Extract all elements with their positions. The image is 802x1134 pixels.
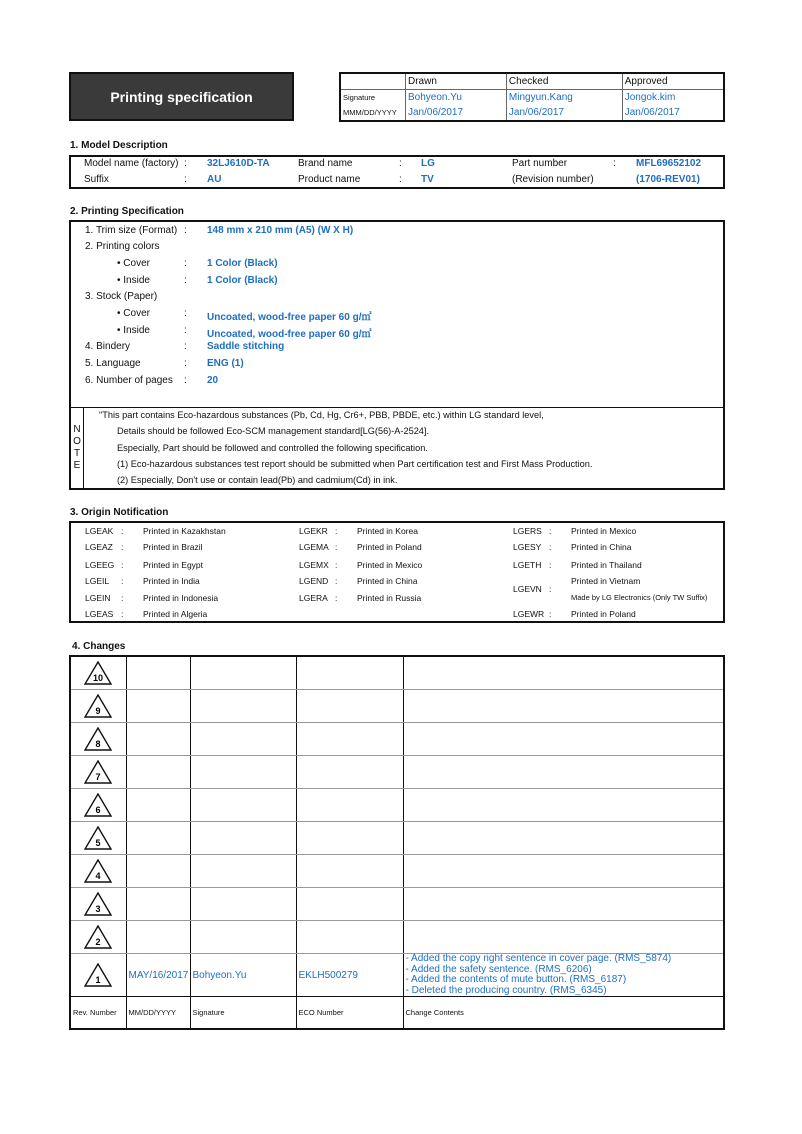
date-cell (126, 656, 190, 690)
changes-table (69, 655, 725, 1030)
checked-date: Jan/06/2017 (506, 105, 622, 121)
eco-cell (296, 656, 403, 690)
revision-triangle-icon (84, 760, 112, 784)
eco-cell (296, 723, 403, 756)
note-area (71, 407, 723, 488)
svg-text:8: 8 (95, 739, 101, 749)
eco-cell (296, 921, 403, 954)
svg-text:10: 10 (93, 673, 104, 683)
signature-cell (190, 656, 296, 690)
rev-cell (70, 822, 126, 855)
trim-size-value: 148 mm x 210 mm (A5) (W X H) (207, 225, 354, 236)
signature-cell (190, 855, 296, 888)
revision-triangle-icon (84, 793, 112, 817)
contents-cell (403, 921, 724, 954)
approval-header-checked: Checked (506, 73, 622, 90)
change-row (70, 954, 724, 997)
origin-code: LGERS (513, 526, 542, 536)
title-text: Printing specification (110, 88, 253, 105)
stock-label: 3. Stock (Paper) (85, 291, 158, 302)
origin-code: LGEAK (85, 526, 114, 536)
suffix-label: Suffix (84, 174, 109, 185)
signature-cell (190, 822, 296, 855)
revision-triangle-icon (84, 826, 112, 850)
rev-cell (70, 690, 126, 723)
revision-triangle-icon (84, 694, 112, 718)
inside-stock-label: • Inside (117, 325, 150, 336)
date-cell (126, 888, 190, 921)
origin-code: LGEND (299, 576, 329, 586)
bindery-value: Saddle stitching (207, 341, 285, 352)
signature-cell (190, 789, 296, 822)
change-item: - Added the safety sentence. (RMS_6206) (405, 963, 592, 975)
origin-text: Printed in Indonesia (143, 593, 219, 603)
approval-corner (340, 73, 406, 90)
svg-text:7: 7 (95, 772, 101, 782)
change-row (70, 690, 724, 723)
note-line: (2) Especially, Don't use or contain lead(Pb) and cadmium(Cd) in ink. (117, 475, 398, 485)
origin-text: Printed in Brazil (143, 542, 203, 552)
origin-code: LGEIN (85, 593, 111, 603)
contents-cell (403, 954, 724, 997)
signature-cell (190, 723, 296, 756)
origin-notification-box: LGEAK : Printed in Kazakhstan LGEAZ : Printed in Brazil LGEEG : Printed in Egypt LGEIL : Printed in India LGEIN : Printed in Indonesia LGEAS : Printed in Algeria LGEKR : Printed in Korea LGEMA : Printed in Poland LGEMX : Printed in Mexico LGEND : Printed in China LGERA : Printed in Russia LGERS : Printed in Mexico LGESY : Printed in China LGETH : Printed in Thailand LGEVN : Printed in Vietnam Made by LG Electronics (Only TW Suffix) LGEWR : Printed in Poland (69, 521, 725, 623)
date-label: MMM/DD/YYYY (340, 105, 406, 121)
signature-cell: Bohyeon.Yu (190, 954, 296, 997)
eco-number-header: ECO Number (296, 997, 403, 1030)
inside-color-value: 1 Color (Black) (207, 275, 278, 286)
signature-label: Signature (340, 90, 406, 106)
printing-colors-label: 2. Printing colors (85, 241, 160, 252)
revision-triangle-icon (84, 727, 112, 751)
date-cell (126, 723, 190, 756)
colon: : (184, 258, 187, 269)
colon: : (184, 225, 187, 236)
origin-text: Printed in Algeria (143, 609, 208, 619)
note-line: Especially, Part should be followed and controlled the following specification. (117, 443, 428, 453)
origin-text: Printed in Mexico (357, 560, 423, 570)
revision-number-value: (1706-REV01) (636, 174, 700, 185)
product-name-label: Product name (298, 174, 361, 185)
colon: : (613, 158, 616, 169)
product-name-value: TV (421, 174, 434, 185)
change-item: - Added the copy right sentence in cover page. (RMS_5874) (405, 953, 672, 964)
pages-value: 20 (207, 375, 219, 386)
revision-triangle-icon (84, 661, 112, 685)
revision-triangle-icon (84, 925, 112, 949)
eco-cell (296, 789, 403, 822)
inside-stock-value: Uncoated, wood-free paper 60 g/㎡ (207, 329, 372, 340)
origin-text: Printed in Mexico (571, 526, 637, 536)
change-row (70, 855, 724, 888)
signature-cell (190, 756, 296, 789)
brand-name-label: Brand name (298, 158, 353, 169)
brand-name-value: LG (421, 158, 435, 169)
origin-code: LGEMX (299, 560, 329, 570)
colon: : (399, 174, 402, 185)
revision-triangle-icon (84, 859, 112, 883)
change-row (70, 888, 724, 921)
date-cell (126, 756, 190, 789)
note-line: Details should be followed Eco-SCM management standard[LG(56)-A-2524]. (117, 426, 430, 436)
date-cell (126, 690, 190, 723)
origin-text: Printed in Egypt (143, 560, 204, 570)
changes-footer-row (70, 997, 724, 1030)
change-row (70, 822, 724, 855)
contents-cell (403, 888, 724, 921)
date-cell (126, 789, 190, 822)
origin-text: Printed in Korea (357, 526, 418, 536)
contents-cell (403, 855, 724, 888)
note-line: "This part contains Eco-hazardous substances (Pb, Cd, Hg, Cr6+, PBB, PBDE, etc.) within LG standard level, (99, 410, 544, 420)
checked-signature: Mingyun.Kang (506, 90, 622, 106)
model-name-label: Model name (factory) (84, 158, 179, 169)
eco-cell (296, 690, 403, 723)
eco-cell (296, 888, 403, 921)
approved-signature: Jongok.kim (622, 90, 724, 106)
svg-text:9: 9 (95, 706, 101, 716)
change-row (70, 756, 724, 789)
colon: : (184, 308, 187, 319)
change-row (70, 789, 724, 822)
signature-cell (190, 690, 296, 723)
origin-code: LGERA (299, 593, 328, 603)
colon: : (184, 275, 187, 286)
note-line: (1) Eco-hazardous substances test report should be submitted when Part certification test and First Mass Production. (117, 459, 593, 469)
part-number-label: Part number (512, 158, 568, 169)
date-cell (126, 855, 190, 888)
origin-text: Printed in Thailand (571, 560, 642, 570)
rev-cell (70, 888, 126, 921)
origin-text: Printed in China (357, 576, 418, 586)
origin-text: Printed in Poland (571, 609, 636, 619)
colon: : (184, 174, 187, 185)
signature-cell (190, 888, 296, 921)
rev-cell (70, 789, 126, 822)
colon: : (184, 158, 187, 169)
approval-table (339, 72, 725, 122)
rev-cell (70, 855, 126, 888)
eco-cell: EKLH500279 (296, 954, 403, 997)
origin-text: Printed in Kazakhstan (143, 526, 226, 536)
contents-cell (403, 789, 724, 822)
drawn-signature: Bohyeon.Yu (406, 90, 507, 106)
section-title-spec: 2. Printing Specification (70, 206, 184, 217)
approval-header-drawn: Drawn (406, 73, 507, 90)
change-contents-header: Change Contents (403, 997, 724, 1030)
bindery-label: 4. Bindery (85, 341, 131, 352)
approval-header-approved: Approved (622, 73, 724, 90)
colon: : (184, 358, 187, 369)
origin-code: LGEEG (85, 560, 115, 570)
part-number-value: MFL69652102 (636, 158, 702, 169)
model-description-box (69, 155, 725, 189)
date-cell: MAY/16/2017 (126, 954, 190, 997)
eco-cell (296, 855, 403, 888)
cover-color-label: • Cover (117, 258, 150, 269)
change-item: - Deleted the producing country. (RMS_6345) (405, 984, 607, 996)
origin-text: Printed in Poland (357, 542, 422, 552)
colon: : (399, 158, 402, 169)
origin-code: LGEKR (299, 526, 328, 536)
drawn-date: Jan/06/2017 (406, 105, 507, 121)
approved-date: Jan/06/2017 (622, 105, 724, 121)
rev-cell (70, 954, 126, 997)
contents-cell (403, 756, 724, 789)
trim-size-label: 1. Trim size (Format) (85, 225, 178, 236)
svg-text:3: 3 (95, 904, 101, 914)
signature-header: Signature (190, 997, 296, 1030)
svg-text:4: 4 (95, 871, 101, 881)
printing-spec-box (69, 220, 725, 490)
rev-cell (70, 921, 126, 954)
origin-code: LGESY (513, 542, 542, 552)
section-title-model: 1. Model Description (70, 140, 168, 151)
signature-cell (190, 921, 296, 954)
origin-code: LGEVN (513, 584, 542, 594)
colon: : (184, 325, 187, 336)
model-name-value: 32LJ610D-TA (207, 158, 270, 169)
origin-code: LGEMA (299, 542, 329, 552)
contents-cell (403, 656, 724, 690)
inside-color-label: • Inside (117, 275, 150, 286)
contents-cell (403, 723, 724, 756)
cover-color-value: 1 Color (Black) (207, 258, 278, 269)
origin-text: Printed in Vietnam (571, 576, 641, 586)
origin-code: LGETH (513, 560, 542, 570)
colon: : (184, 375, 187, 386)
colon: : (184, 341, 187, 352)
change-row (70, 656, 724, 690)
change-item: - Added the contents of mute button. (RMS_6187) (405, 974, 627, 985)
section-title-origin: 3. Origin Notification (70, 507, 169, 518)
svg-text:1: 1 (95, 975, 101, 985)
origin-text-note: Made by LG Electronics (Only TW Suffix) (571, 593, 708, 602)
eco-cell (296, 756, 403, 789)
origin-code: LGEIL (85, 576, 110, 586)
svg-text:6: 6 (95, 805, 101, 815)
revision-triangle-icon (84, 963, 112, 987)
svg-text:2: 2 (95, 937, 101, 947)
cover-stock-value: Uncoated, wood-free paper 60 g/㎡ (207, 312, 372, 323)
origin-code: LGEAS (85, 609, 114, 619)
change-row (70, 723, 724, 756)
note-label: N O T E (71, 408, 84, 488)
eco-cell (296, 822, 403, 855)
rev-cell (70, 756, 126, 789)
language-value: ENG (1) (207, 358, 244, 369)
rev-cell (70, 723, 126, 756)
date-header: MM/DD/YYYY (126, 997, 190, 1030)
rev-number-header: Rev. Number (70, 997, 126, 1030)
svg-text:5: 5 (95, 838, 101, 848)
section-title-changes: 4. Changes (72, 641, 126, 652)
language-label: 5. Language (85, 358, 141, 369)
revision-number-label: (Revision number) (512, 174, 594, 185)
cover-stock-label: • Cover (117, 308, 150, 319)
origin-text: Printed in India (143, 576, 200, 586)
revision-triangle-icon (84, 892, 112, 916)
origin-text: Printed in China (571, 542, 632, 552)
date-cell (126, 822, 190, 855)
origin-text: Printed in Russia (357, 593, 422, 603)
origin-code: LGEWR (513, 609, 545, 619)
rev-cell (70, 656, 126, 690)
contents-cell (403, 690, 724, 723)
origin-code: LGEAZ (85, 542, 113, 552)
contents-cell (403, 822, 724, 855)
change-row (70, 921, 724, 954)
date-cell (126, 921, 190, 954)
document-title (69, 72, 294, 121)
pages-label: 6. Number of pages (85, 375, 173, 386)
suffix-value: AU (207, 174, 222, 185)
